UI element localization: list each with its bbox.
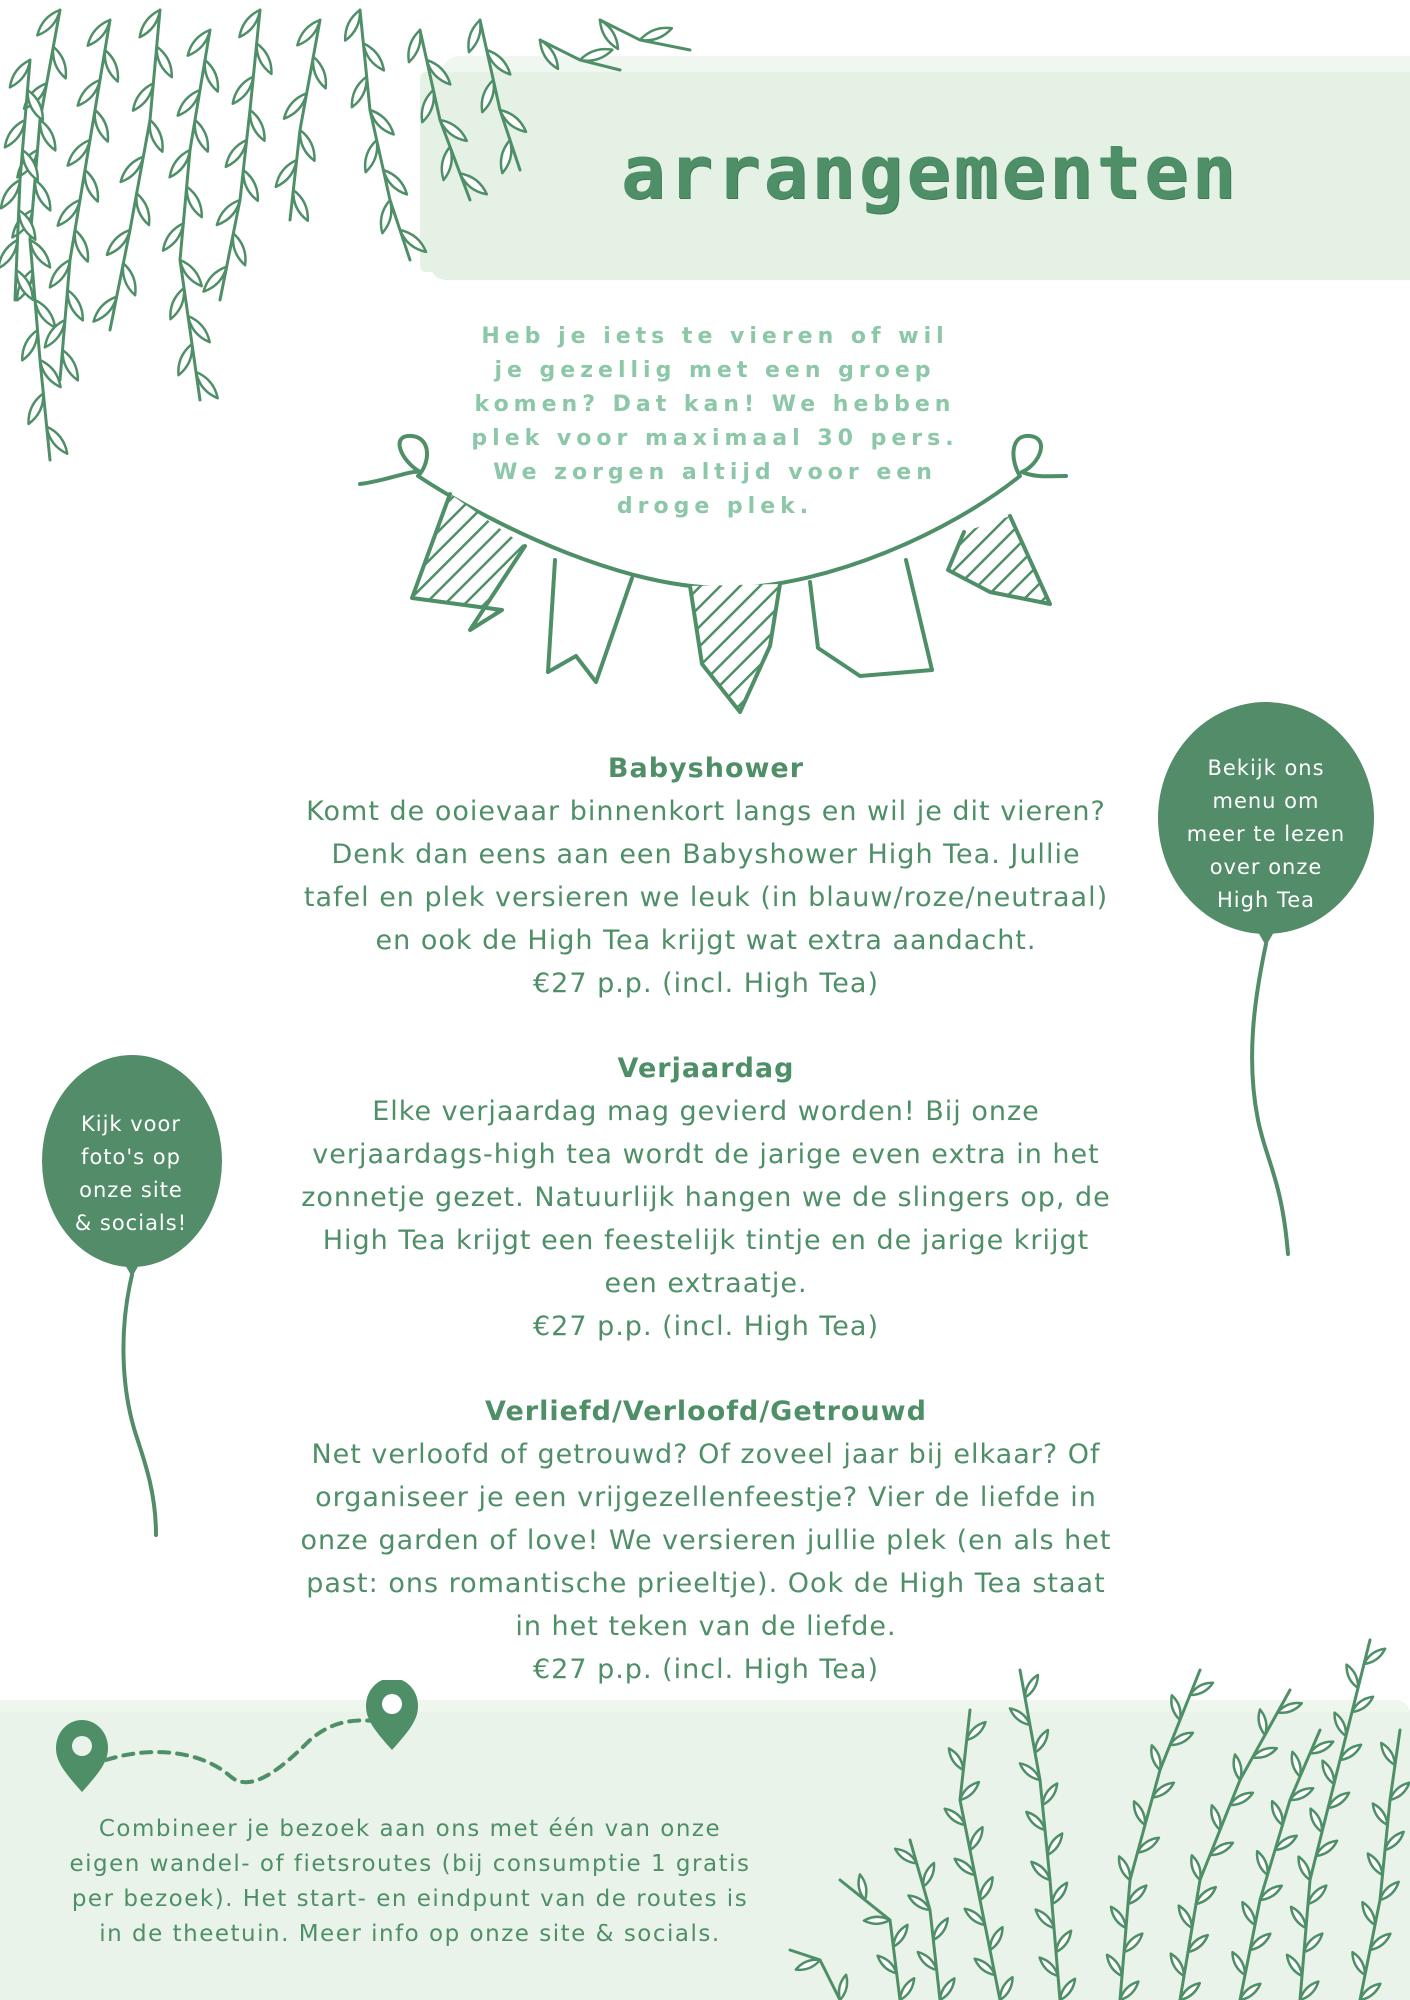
section-line: Denk dan eens aan een Babyshower High Tea. Jullie [331,839,1081,870]
section-price: €27 p.p. (incl. High Tea) [532,968,880,999]
footer-text [40,1812,780,1952]
section-line: Net verloofd of getrouwd? Of zoveel jaar bij elkaar? Of [311,1439,1101,1470]
section-verjaardag [250,1047,1162,1348]
intro-line: plek voor maximaal 30 pers. [471,426,959,451]
balloon-line: menu om [1212,789,1320,813]
section-line: Komt de ooievaar binnenkort langs en wil je dit vieren? [306,796,1106,827]
section-price: €27 p.p. (incl. High Tea) [532,1311,880,1342]
section-price: €27 p.p. (incl. High Tea) [532,1654,880,1685]
footer-line: Combineer je bezoek aan ons met één van onze [98,1816,722,1842]
section-line: past: ons romantische prieeltje). Ook de High Tea staat [306,1568,1106,1599]
balloon-line: Kijk voor [80,1112,182,1136]
balloon-line: Bekijk ons [1207,756,1325,780]
section-line: en ook de High Tea krijgt wat extra aandacht. [375,925,1037,956]
intro-line: droge plek. [616,494,814,519]
herb-plants-illustration [780,1580,1410,2000]
section-line: tafel en plek versieren we leuk (in blauw/roze/neutraal) [303,882,1109,913]
balloon-left-text [62,1108,200,1240]
section-heading: Verjaardag [617,1053,795,1084]
balloon-line: meer te lezen [1186,822,1346,846]
footer-line: eigen wandel- of fietsroutes (bij consumptie 1 gratis [69,1851,751,1877]
map-pin-icon [366,1680,418,1750]
balloon-line: foto's op [81,1145,181,1169]
intro-line: je gezellig met een groep [494,358,936,383]
balloon-line: & socials! [74,1211,188,1235]
section-babyshower [250,747,1162,1005]
section-line: Elke verjaardag mag gevierd worden! Bij onze [372,1096,1040,1127]
section-line: in het teken van de liefde. [515,1611,897,1642]
route-illustration [50,1680,430,1800]
section-line: een extraatje. [604,1268,808,1299]
section-heading: Verliefd/Verloofd/Getrouwd [485,1396,927,1427]
intro-line: komen? Dat kan! We hebben [474,392,956,417]
page-title: arrangementen [620,130,1240,216]
section-line: organiseer je een vrijgezellenfeestje? Vier de liefde in [315,1482,1097,1513]
balloon-line: over onze [1209,855,1323,879]
section-line: verjaardags-high tea wordt de jarige even extra in het [312,1139,1100,1170]
footer-line: in de theetuin. Meer info op onze site & socials. [99,1921,721,1947]
intro-line: We zorgen altijd voor een [493,460,937,485]
intro-line: Heb je iets te vieren of wil [481,324,949,349]
section-line: zonnetje gezet. Natuurlijk hangen we de slingers op, de [301,1182,1111,1213]
intro-text [455,320,975,524]
balloon-line: onze site [79,1178,183,1202]
balloon-right-text [1168,752,1364,917]
section-line: High Tea krijgt een feestelijk tintje en de jarige krijgt [322,1225,1090,1256]
map-pin-icon [56,1720,108,1792]
footer-line: per bezoek). Het start- en eindpunt van de routes is [71,1886,749,1912]
section-heading: Babyshower [607,753,805,784]
balloon-line: High Tea [1217,888,1315,912]
section-line: onze garden of love! We versieren jullie plek (en als het [300,1525,1112,1556]
